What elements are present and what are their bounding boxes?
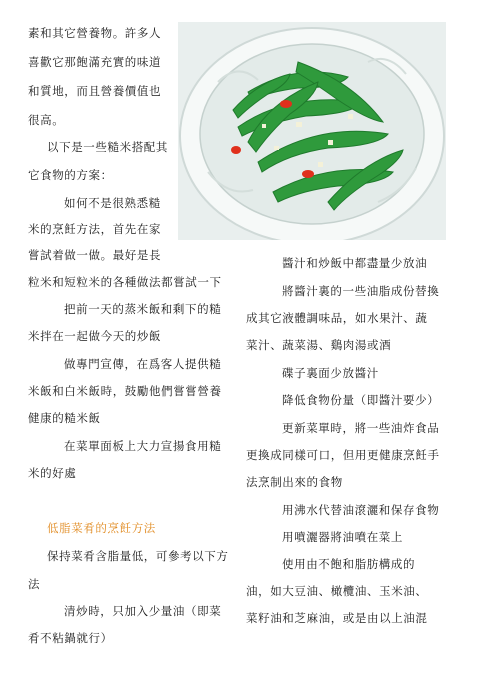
text-line: 米的好處	[28, 466, 77, 480]
text-line: 清炒時，只加入少量油（即菜	[64, 604, 222, 618]
text-line: 醬汁和炒飯中都盡量少放油	[282, 256, 428, 270]
text-line: 以下是一些糙米搭配其	[47, 140, 168, 154]
text-line: 菜籽油和芝麻油，或是由以上油混	[246, 611, 428, 625]
text-line: 將醬汁裏的一些油脂成份替換	[282, 284, 440, 298]
text-line: 如何不是很熟悉糙	[64, 196, 161, 210]
text-line: 油，如大豆油、橄欖油、玉米油、	[246, 584, 428, 598]
text-line: 米飯和白米飯時，鼓勵他們嘗嘗營養	[28, 384, 222, 398]
text-line: 把前一天的蒸米飯和剩下的糙	[64, 302, 222, 316]
text-line: 米拌在一起做今天的炒飯	[28, 329, 162, 343]
text-line: 成其它液體調味品，如水果汁、蔬	[246, 311, 428, 325]
text-line: 更新菜單時，將一些油炸食品	[282, 421, 440, 435]
text-line: 嘗試着做一做。最好是長	[28, 248, 162, 262]
text-line: 法	[28, 577, 41, 591]
text-line: 粒米和短粒米的各種做法都嘗試一下	[28, 275, 222, 289]
text-line: 用噴灑器將油噴在菜上	[282, 530, 403, 544]
text-line: 很高。	[28, 113, 65, 127]
text-line: 法烹制出來的食物	[246, 475, 343, 489]
text-line: 米的烹飪方法，首先在家	[28, 222, 162, 236]
text-line: 喜歡它那飽滿充實的味道	[28, 55, 162, 69]
text-line: 保持菜肴含脂量低，可參考以下方	[47, 549, 229, 563]
text-line: 在菜單面板上大力宣揚食用糙	[64, 439, 222, 453]
text-line: 健康的糙米飯	[28, 411, 101, 425]
snow-pea-dish-photo	[178, 22, 446, 240]
section-heading: 低脂菜肴的烹飪方法	[47, 521, 156, 535]
text-line: 菜汁、蔬菜湯、鷄肉湯或酒	[246, 338, 392, 352]
text-line: 它食物的方案：	[28, 168, 113, 182]
text-line: 使用由不飽和脂肪構成的	[282, 557, 416, 571]
text-line: 肴不粘鍋就行）	[28, 631, 113, 645]
text-line: 更換成同樣可口，但用更健康烹飪手	[246, 448, 440, 462]
text-line: 做專門宣傳，在爲客人提供糙	[64, 357, 222, 371]
text-line: 素和其它營養物。許多人	[28, 26, 162, 40]
text-line: 碟子裏面少放醬汁	[282, 366, 379, 380]
text-line: 用沸水代替油滾灑和保存食物	[282, 503, 440, 517]
text-line: 和質地，而且營養價值也	[28, 84, 162, 98]
text-line: 降低食物份量（即醬汁要少）	[282, 393, 440, 407]
